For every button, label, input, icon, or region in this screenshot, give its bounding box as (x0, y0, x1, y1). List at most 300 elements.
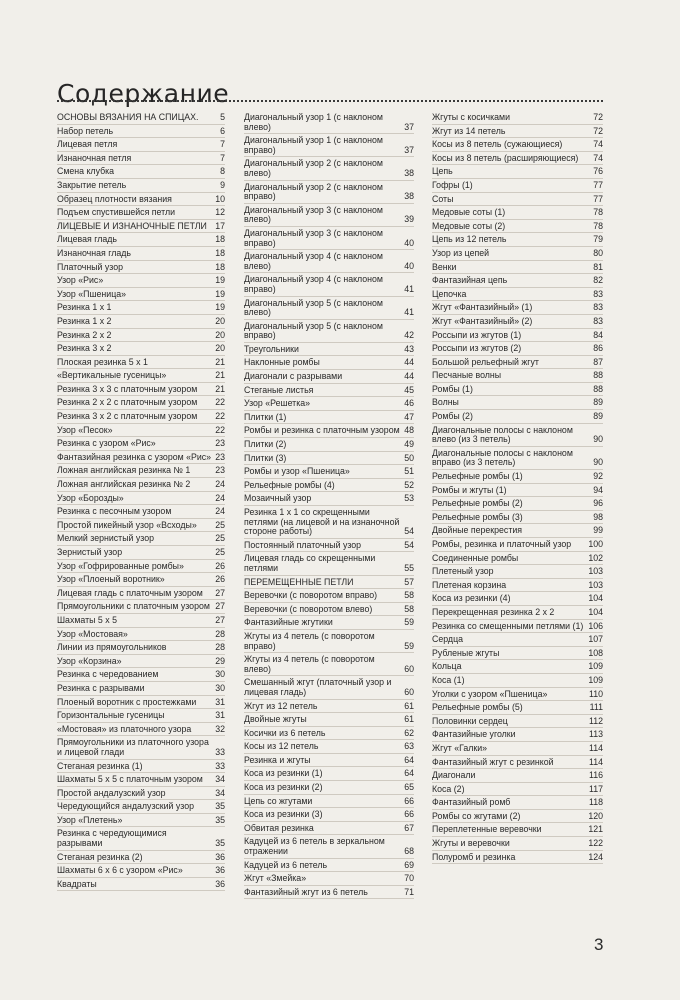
toc-entry (244, 886, 414, 900)
toc-entry (57, 851, 225, 865)
toc-entry-title: Соты (432, 194, 454, 204)
toc-entry-title: Фантазийные уголки (432, 730, 516, 740)
toc-entry-page: 122 (588, 838, 603, 849)
toc-entry-title: Резинка с песочным узором (57, 507, 172, 517)
toc-entry-page: 21 (215, 370, 225, 381)
toc-entry (432, 288, 603, 302)
toc-entry (432, 633, 603, 647)
toc-entry-page: 44 (404, 357, 414, 368)
toc-entry-title: ПЕРЕМЕЩЕННЫЕ ПЕТЛИ (244, 577, 354, 587)
toc-entry-title: Зернистый узор (57, 548, 123, 557)
toc-entry-page: 18 (215, 261, 225, 272)
toc-entry (57, 206, 225, 220)
toc-entry (57, 573, 225, 587)
toc-entry (432, 701, 603, 715)
toc-entry-page: 34 (215, 774, 225, 785)
toc-entry-title: Лицевая гладь с платочным узором (57, 588, 203, 598)
toc-entry (244, 438, 414, 452)
toc-entry-page: 103 (588, 579, 603, 590)
toc-entry-title: Узор «Мостовая» (57, 629, 128, 639)
toc-entry-page: 117 (588, 783, 603, 794)
toc-entry-page: 53 (404, 493, 414, 504)
toc-entry (432, 470, 603, 484)
toc-entry-page: 65 (404, 782, 414, 793)
toc-entry-title: Мозаичный узор (244, 494, 312, 504)
toc-entry-title: Резинка и жгуты (244, 755, 311, 765)
toc-entry (432, 579, 603, 593)
toc-entry (432, 715, 603, 729)
toc-entry-page: 22 (215, 424, 225, 435)
toc-entry-title: Коса из резинки (1) (244, 769, 323, 779)
toc-entry-title: Фантазийная резинка с узором «Рис» (57, 452, 212, 462)
page-number: 3 (594, 935, 604, 954)
toc-entry-title: Изнаночная гладь (57, 248, 131, 258)
toc-entry (432, 396, 603, 410)
toc-entry-title: Узор «Плетень» (57, 815, 123, 825)
toc-entry-title: Диагональный узор 1 (с наклоном вправо) (244, 136, 383, 155)
toc-entry-page: 110 (588, 688, 603, 699)
toc-entry-title: Горизонтальные гусеницы (57, 711, 165, 721)
toc-entry (244, 589, 414, 603)
toc-entry (57, 709, 225, 723)
toc-entry (244, 740, 414, 754)
toc-entry-page: 39 (404, 214, 414, 225)
toc-column-1 (57, 111, 225, 891)
toc-entry-page: 83 (593, 302, 603, 313)
toc-entry-page: 55 (404, 562, 414, 573)
toc-entry-page: 45 (404, 384, 414, 395)
toc-entry-title: Смена клубка (57, 167, 115, 177)
toc-entry-page: 69 (404, 859, 414, 870)
toc-entry-title: Резинка 2 х 2 (57, 330, 112, 340)
toc-entry-page: 67 (404, 822, 414, 833)
toc-entry-page: 111 (589, 702, 603, 713)
toc-entry-title: Плитки (2) (244, 440, 287, 450)
toc-entry (432, 179, 603, 193)
toc-entry (244, 795, 414, 809)
toc-entry (432, 356, 603, 370)
toc-entry-title: ОСНОВЫ ВЯЗАНИЯ НА СПИЦАХ. (57, 113, 199, 122)
toc-entry (432, 606, 603, 620)
toc-entry (244, 343, 414, 357)
toc-entry-page: 58 (404, 590, 414, 601)
toc-entry (57, 233, 225, 247)
toc-entry (57, 220, 225, 234)
toc-entry-title: Диагональный узор 4 (с наклоном влево) (244, 252, 383, 271)
toc-entry (432, 369, 603, 383)
toc-entry-page: 87 (593, 356, 603, 367)
toc-entry-page: 33 (215, 746, 225, 757)
toc-entry-page: 7 (220, 152, 225, 163)
toc-entry (432, 424, 603, 447)
toc-entry-title: Диагональный узор 4 (с наклоном вправо) (244, 275, 383, 294)
toc-entry-title: Переплетенные веревочки (432, 825, 542, 835)
toc-entry-page: 100 (588, 539, 603, 549)
toc-entry-page: 118 (588, 797, 603, 808)
toc-entry-title: Жгут «Змейка» (244, 874, 307, 884)
toc-entry-title: Коса из резинки (3) (244, 810, 323, 820)
toc-entry-page: 20 (215, 315, 225, 326)
toc-entry-title: Диагональные полосы с наклоном влево (из 3 петель) (432, 425, 573, 445)
toc-entry-title: Уголки с узором «Пшеница» (432, 689, 548, 699)
toc-entry (57, 682, 225, 696)
toc-entry-title: Фантазийный жгут с резинкой (432, 757, 554, 767)
toc-entry-title: Россыпи из жгутов (2) (432, 344, 522, 354)
toc-entry-title: Шахматы 5 х 5 (57, 615, 117, 625)
toc-entry-page: 54 (404, 526, 414, 537)
toc-entry (432, 810, 603, 824)
toc-entry-page: 66 (404, 809, 414, 820)
toc-entry (432, 206, 603, 220)
toc-entry (57, 641, 225, 655)
toc-entry-title: Плетеная корзина (432, 580, 507, 590)
toc-entry (432, 138, 603, 152)
toc-entry-title: Рельефные ромбы (4) (244, 480, 335, 490)
toc-entry-title: Изнаночная петля (57, 153, 132, 163)
toc-entry (432, 565, 603, 579)
toc-entry-title: Узор «Гофрированные ромбы» (57, 561, 184, 571)
toc-entry (57, 800, 225, 814)
toc-entry-page: 72 (593, 112, 603, 122)
toc-entry-page: 43 (404, 343, 414, 354)
toc-entry (244, 320, 414, 343)
toc-entry-page: 7 (220, 139, 225, 150)
toc-entry-title: Венки (432, 262, 457, 272)
toc-entry (57, 814, 225, 828)
toc-entry (432, 728, 603, 742)
toc-entry (57, 723, 225, 737)
toc-entry-title: Ромбы и резинка с платочным узором (244, 426, 400, 436)
toc-entry (244, 781, 414, 795)
toc-entry-title: Косички из 6 петель (244, 728, 326, 738)
toc-entry-title: Квадраты (57, 879, 97, 889)
toc-entry (244, 397, 414, 411)
toc-entry (57, 274, 225, 288)
toc-entry-page: 78 (593, 207, 603, 218)
toc-entry (432, 837, 603, 851)
toc-entry-title: Резинка с узором «Рис» (57, 439, 156, 449)
toc-entry (57, 152, 225, 166)
toc-entry-page: 35 (215, 814, 225, 825)
toc-entry-title: Резинка 1 х 1 (57, 303, 112, 313)
toc-entry-title: Смешанный жгут (платочный узор и лицевая гладь) (244, 678, 392, 697)
toc-entry (57, 410, 225, 424)
toc-entry-title: Платочный узор (57, 262, 124, 272)
toc-entry-title: Рельефные ромбы (5) (432, 703, 523, 713)
toc-entry-page: 90 (593, 457, 603, 468)
toc-entry-title: Резинка 3 х 2 (57, 344, 112, 354)
toc-entry-title: Цепь из 12 петель (432, 235, 507, 245)
toc-entry (57, 342, 225, 356)
toc-entry-page: 94 (593, 484, 603, 495)
toc-entry (432, 315, 603, 329)
toc-entry (244, 630, 414, 653)
title-divider (57, 100, 603, 102)
toc-entry-title: Веревочки (с поворотом влево) (244, 604, 373, 614)
toc-entry-title: Перекрещенная резинка 2 х 2 (432, 607, 555, 617)
toc-entry-page: 89 (593, 411, 603, 422)
toc-entry-title: «Вертикальные гусеницы» (57, 371, 167, 381)
toc-entry (57, 247, 225, 261)
toc-entry (432, 111, 603, 125)
toc-entry (57, 773, 225, 787)
toc-entry-title: Стеганая резинка (2) (57, 852, 143, 862)
toc-entry-page: 79 (593, 234, 603, 245)
toc-entry-title: Резинка 3 х 3 с платочным узором (57, 384, 198, 394)
toc-entry-page: 72 (593, 125, 603, 136)
toc-entry (244, 835, 414, 858)
toc-entry-title: Диагональный узор 1 (с наклоном влево) (244, 113, 383, 132)
toc-entry (244, 204, 414, 227)
toc-entry-title: Чередующийся андалузский узор (57, 802, 195, 812)
toc-entry-page: 9 (220, 179, 225, 190)
toc-entry (244, 539, 414, 553)
toc-entry-page: 28 (215, 642, 225, 653)
toc-entry-title: Плитки (1) (244, 412, 287, 422)
toc-entry (432, 783, 603, 797)
toc-entry-page: 89 (593, 397, 603, 408)
toc-entry-page: 21 (215, 356, 225, 367)
toc-entry (244, 452, 414, 466)
toc-entry-page: 44 (404, 371, 414, 382)
toc-entry-title: Рубленые жгуты (432, 648, 500, 658)
toc-entry-page: 109 (588, 661, 603, 672)
toc-entry (432, 261, 603, 275)
toc-entry-title: Фантазийные жгутики (244, 618, 333, 628)
toc-entry-page: 22 (215, 397, 225, 408)
toc-entry-page: 29 (215, 655, 225, 666)
toc-entry (57, 125, 225, 139)
toc-entry-title: Треугольники (244, 344, 299, 354)
toc-entry-title: Ложная английская резинка № 1 (57, 466, 191, 476)
toc-entry-title: Медовые соты (2) (432, 221, 506, 231)
toc-entry-page: 24 (215, 506, 225, 517)
toc-entry-page: 19 (215, 288, 225, 299)
toc-entry-title: Узор «Борозды» (57, 493, 124, 503)
toc-entry (57, 878, 225, 892)
toc-entry-title: Резинка со смещенными петлями (1) (432, 621, 584, 631)
toc-entry-title: Резинка 1 х 2 (57, 316, 112, 326)
toc-entry-title: Жгут из 12 петель (244, 701, 318, 711)
toc-entry-title: Плоеный воротник с простежками (57, 697, 197, 707)
toc-entry-title: Рельефные ромбы (1) (432, 472, 523, 482)
toc-entry-page: 25 (215, 547, 225, 557)
toc-entry (57, 787, 225, 801)
toc-entry (57, 560, 225, 574)
toc-entry-title: Плитки (3) (244, 453, 287, 463)
toc-entry (244, 157, 414, 180)
toc-entry-page: 19 (215, 302, 225, 313)
toc-entry (432, 152, 603, 166)
toc-entry (57, 424, 225, 438)
toc-entry-page: 82 (593, 275, 603, 286)
toc-entry-page: 54 (404, 539, 414, 550)
toc-entry-page: 86 (593, 343, 603, 354)
toc-entry-page: 40 (404, 237, 414, 248)
toc-entry-page: 84 (593, 329, 603, 340)
toc-entry (244, 676, 414, 699)
toc-entry (432, 660, 603, 674)
toc-entry-page: 35 (215, 801, 225, 812)
toc-entry-page: 68 (404, 846, 414, 857)
toc-entry-page: 88 (593, 383, 603, 394)
toc-entry (57, 760, 225, 774)
toc-entry (244, 356, 414, 370)
toc-entry-title: Простой пикейный узор «Всходы» (57, 520, 197, 530)
toc-entry-title: Медовые соты (1) (432, 208, 506, 218)
toc-entry-title: «Мостовая» из платочного узора (57, 724, 192, 734)
toc-entry-title: Узор «Рис» (57, 276, 104, 286)
toc-entry (432, 247, 603, 261)
toc-entry (244, 603, 414, 617)
toc-entry-title: Плоская резинка 5 х 1 (57, 357, 148, 367)
toc-entry (57, 383, 225, 397)
toc-entry-title: Диагонали (432, 771, 476, 781)
toc-entry (244, 767, 414, 781)
toc-entry (57, 492, 225, 506)
toc-entry (432, 484, 603, 498)
toc-entry-title: Жгуты с косичками (432, 113, 510, 122)
toc-entry-title: Образец плотности вязания (57, 194, 172, 204)
toc-entry-page: 23 (215, 451, 225, 462)
toc-entry (57, 532, 225, 546)
toc-entry-page: 120 (588, 810, 603, 821)
toc-entry (57, 464, 225, 478)
toc-entry-page: 59 (404, 640, 414, 651)
toc-entry-page: 34 (215, 787, 225, 798)
toc-entry (57, 138, 225, 152)
toc-entry-title: Фантазийный жгут из 6 петель (244, 887, 368, 897)
toc-entry-title: Мелкий зернистый узор (57, 534, 154, 544)
toc-entry (432, 274, 603, 288)
toc-entry-page: 41 (404, 283, 414, 294)
toc-entry-title: ЛИЦЕВЫЕ И ИЗНАНОЧНЫЕ ПЕТЛИ (57, 221, 207, 231)
toc-entry-title: Узор «Решетка» (244, 399, 311, 409)
toc-entry-page: 24 (215, 479, 225, 490)
toc-entry-title: Волны (432, 398, 459, 408)
toc-entry-page: 60 (404, 686, 414, 697)
toc-entry-title: Стеганые листья (244, 385, 314, 395)
toc-entry-page: 17 (215, 220, 225, 231)
toc-entry-title: Диагональный узор 2 (с наклоном влево) (244, 159, 383, 178)
toc-entry (57, 329, 225, 343)
toc-entry-page: 63 (404, 741, 414, 752)
toc-entry-page: 36 (215, 865, 225, 876)
toc-entry-page: 12 (215, 207, 225, 218)
toc-entry (244, 424, 414, 438)
toc-entry (432, 592, 603, 606)
toc-entry-title: Диагонали с разрывами (244, 372, 343, 382)
toc-entry-page: 38 (404, 167, 414, 178)
toc-entry-title: Коса (1) (432, 675, 465, 685)
toc-entry-title: Диагональный узор 5 (с наклоном влево) (244, 298, 383, 318)
toc-entry-page: 6 (220, 125, 225, 136)
toc-entry (57, 546, 225, 560)
toc-column-2 (244, 111, 414, 899)
toc-entry (432, 769, 603, 783)
toc-entry (57, 288, 225, 302)
toc-entry (244, 727, 414, 741)
toc-entry-title: Лицевая гладь со скрещенными петлями (244, 554, 376, 573)
toc-entry (244, 111, 414, 134)
toc-entry-title: Кадуцей из 6 петель в зеркальном отражении (244, 837, 385, 857)
toc-entry (244, 492, 414, 506)
toc-entry-page: 66 (404, 795, 414, 806)
toc-entry-title: Подъем спустившейся петли (57, 208, 176, 218)
toc-entry-title: Косы из 8 петель (расширяющиеся) (432, 153, 579, 163)
toc-entry-title: Лицевая гладь (57, 235, 117, 245)
toc-entry-page: 114 (588, 756, 603, 767)
toc-entry (244, 181, 414, 204)
toc-entry-title: Коса из резинки (2) (244, 783, 323, 793)
toc-entry-page: 31 (215, 710, 225, 721)
toc-entry-page: 27 (215, 587, 225, 598)
toc-entry-page: 113 (588, 729, 603, 740)
toc-entry-title: Диагональный узор 3 (с наклоном вправо) (244, 228, 383, 248)
toc-entry-title: Гофры (1) (432, 180, 473, 190)
toc-entry-title: Жгут «Фантазийный» (2) (432, 316, 533, 326)
toc-entry-page: 23 (215, 465, 225, 476)
toc-entry-page: 49 (404, 439, 414, 450)
toc-entry (244, 479, 414, 493)
toc-entry-title: Шахматы 6 х 6 с узором «Рис» (57, 866, 183, 876)
toc-entry-title: Закрытие петель (57, 180, 127, 190)
toc-entry-title: Шахматы 5 х 5 с платочным узором (57, 775, 203, 785)
toc-entry (432, 647, 603, 661)
toc-entry-page: 52 (404, 479, 414, 490)
toc-entry (57, 864, 225, 878)
toc-entry-page: 83 (593, 315, 603, 326)
toc-entry (57, 315, 225, 329)
toc-entry-page: 37 (404, 144, 414, 155)
toc-entry-title: Узор «Плоеный воротник» (57, 575, 165, 585)
toc-entry (244, 465, 414, 479)
toc-entry-page: 19 (215, 275, 225, 286)
toc-entry-page: 81 (593, 261, 603, 272)
toc-entry-page: 60 (404, 663, 414, 674)
toc-entry (57, 451, 225, 465)
toc-entry (244, 653, 414, 676)
toc-entry-title: Ромбы (1) (432, 384, 473, 394)
toc-entry (57, 614, 225, 628)
toc-entry (432, 497, 603, 511)
toc-entry-page: 27 (215, 601, 225, 612)
toc-entry-page: 64 (404, 754, 414, 765)
toc-entry-page: 30 (215, 682, 225, 693)
toc-entry-title: Цепь (432, 167, 453, 177)
toc-entry-page: 35 (215, 838, 225, 849)
toc-entry (57, 301, 225, 315)
toc-entry-title: Жгуты из 4 петель (с поворотом вправо) (244, 631, 375, 651)
toc-entry-title: Половинки сердец (432, 716, 508, 726)
toc-entry (57, 437, 225, 451)
toc-entry (244, 506, 414, 539)
toc-entry-page: 74 (593, 139, 603, 150)
toc-entry (244, 227, 414, 250)
toc-entry-page: 124 (588, 851, 603, 862)
toc-entry (432, 410, 603, 424)
toc-entry (432, 511, 603, 525)
toc-entry-title: Фантазийный ромб (432, 798, 511, 808)
toc-entry-title: Двойные перекрестия (432, 526, 523, 536)
toc-entry-title: Большой рельефный жгут (432, 357, 539, 367)
toc-entry-page: 26 (215, 560, 225, 571)
toc-entry-page: 8 (220, 166, 225, 177)
toc-entry-title: Резинка 1 х 1 со скрещенными петлями (на лицевой и на изнаночной стороне работы) (244, 508, 400, 537)
toc-entry-title: Постоянный платочный узор (244, 540, 362, 550)
toc-entry (57, 396, 225, 410)
toc-entry-title: Узор «Корзина» (57, 656, 122, 666)
